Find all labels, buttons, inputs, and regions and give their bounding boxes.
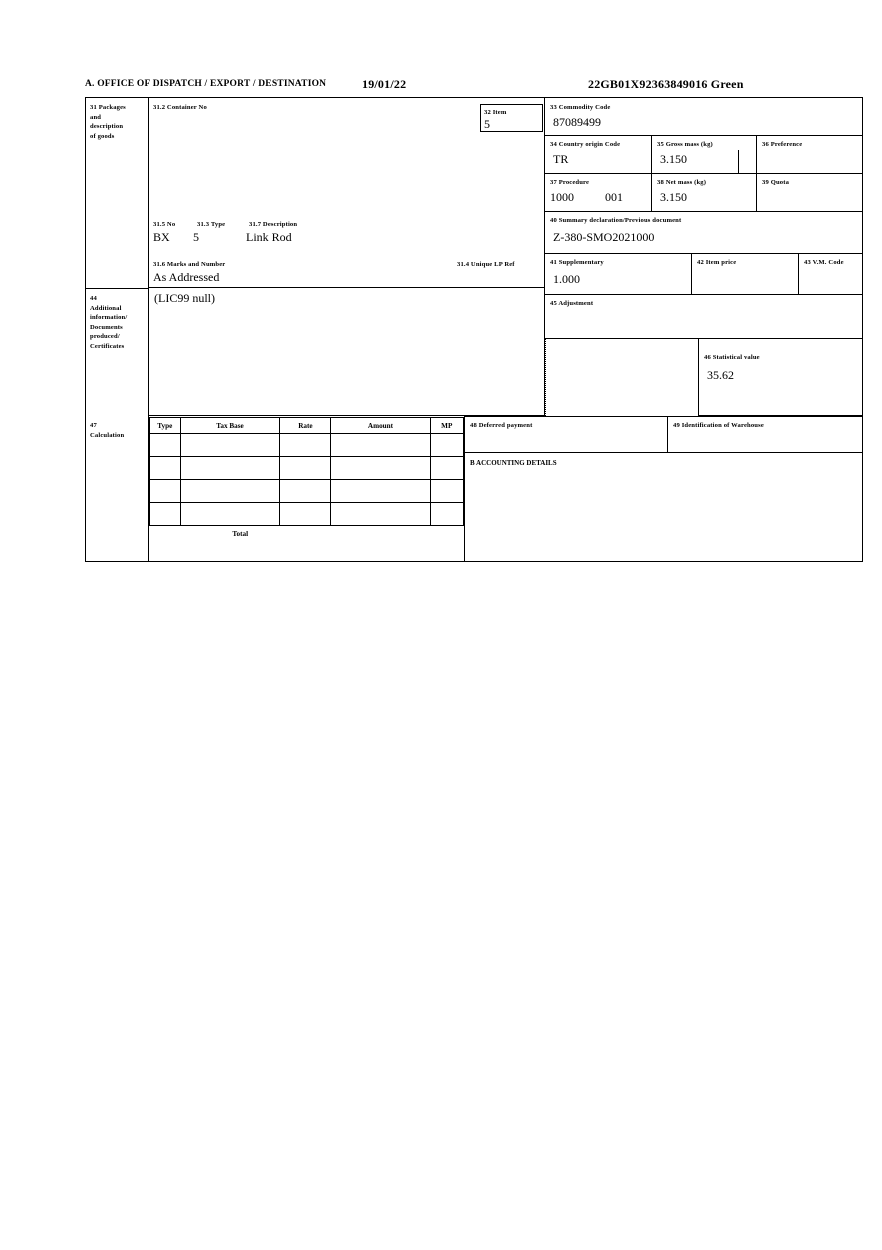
column-header-mp: MP: [430, 418, 463, 434]
column-header-rate: Rate: [280, 418, 331, 434]
box-34-label: 34 Country origin Code: [550, 141, 621, 148]
table-row: [150, 457, 464, 480]
total-value: [331, 526, 464, 543]
box-44-label-line3: information/: [90, 314, 128, 322]
cell-tax-base: [180, 434, 280, 457]
box-44-label-line1: 44: [90, 295, 97, 302]
box-31-4-unique-lp-label: 31.4 Unique LP Ref: [457, 261, 515, 268]
box-b-label: B ACCOUNTING DETAILS: [470, 459, 557, 467]
column-header-amount: Amount: [331, 418, 430, 434]
box-32-item-cell: [480, 104, 543, 132]
document-header: [85, 79, 863, 95]
box-31-3-type-label: 31.3 Type: [197, 221, 226, 228]
box-44-label-cell: [86, 288, 149, 416]
box-31-6-marks-value: As Addressed: [153, 270, 220, 284]
box-37-procedure-cell: [545, 174, 652, 212]
box-31-label-line3: description: [90, 123, 124, 131]
box-47-label-cell: [86, 416, 149, 562]
cell-mp: [430, 480, 463, 503]
cell-tax-base: [180, 480, 280, 503]
header-date: 19/01/22: [362, 77, 407, 91]
box-48-deferred-payment-cell: [464, 416, 668, 453]
box-38-net-mass-cell: [652, 174, 757, 212]
box-34-value: TR: [553, 152, 569, 166]
cell-amount: [331, 434, 430, 457]
cell-mp: [430, 434, 463, 457]
box-32-value: 5: [484, 117, 490, 131]
box-47-label-line1: 47: [90, 422, 97, 429]
table-row: [150, 434, 464, 457]
table-total-row: [150, 526, 464, 543]
box-44-label-line4: Documents: [90, 323, 123, 331]
box-31-label-cell: [86, 98, 149, 288]
cell-tax-base: [180, 503, 280, 526]
box-40-label: 40 Summary declaration/Previous document: [550, 217, 682, 224]
box-a-label: A. OFFICE OF DISPATCH / EXPORT / DESTINATION: [85, 79, 327, 89]
box-46-statistical-value-cell: [698, 339, 862, 416]
box-47-calculation-table: [149, 417, 464, 542]
cell-mp: [430, 503, 463, 526]
box-45-adjustment-cell: [545, 295, 862, 339]
box-39-label: 39 Quota: [762, 179, 790, 186]
cell-tax-base: [180, 457, 280, 480]
box-31-no-value: 5: [193, 230, 199, 244]
box-31-5-no-label: 31.5 No: [153, 221, 176, 228]
box-41-label: 41 Supplementary: [550, 259, 604, 266]
table-header-row: [150, 418, 464, 434]
cell-rate: [280, 503, 331, 526]
box-37-value-2: 001: [605, 190, 623, 204]
cell-rate: [280, 434, 331, 457]
box-36-label: 36 Preference: [762, 141, 803, 148]
column-header-type: Type: [150, 418, 181, 434]
box-41-value: 1.000: [553, 272, 580, 286]
box-33-value: 87089499: [553, 115, 601, 129]
declaration-frame: [85, 97, 863, 562]
table-row: [150, 503, 464, 526]
table-row: [150, 480, 464, 503]
box-36-preference-cell: [757, 136, 862, 174]
box-31-7-description-label: 31.7 Description: [249, 221, 298, 228]
box-31-label-line2: and: [90, 113, 102, 121]
box-42-label: 42 Item price: [697, 259, 737, 266]
box-31-label-line1: 31 Packages: [90, 104, 126, 111]
box-31-description-value: Link Rod: [246, 230, 292, 244]
column-header-tax-base: Tax Base: [180, 418, 280, 434]
box-45-46-dotted-divider: [545, 339, 546, 416]
box-34-origin-cell: [545, 136, 652, 174]
box-31-2-container-label: 31.2 Container No: [153, 104, 207, 111]
box-43-vm-code-cell: [799, 254, 862, 295]
cell-type: [150, 457, 181, 480]
box-46-value: 35.62: [707, 368, 734, 382]
box-32-label: 32 Item: [484, 109, 507, 116]
box-38-label: 38 Net mass (kg): [657, 179, 707, 186]
box-48-label: 48 Deferred payment: [470, 422, 533, 429]
box-41-supplementary-cell: [545, 254, 692, 295]
box-44-label-line2: Additional: [90, 304, 122, 312]
box-31-label-line4: of goods: [90, 132, 115, 140]
box-44-value: (LIC99 null): [154, 291, 215, 305]
cell-rate: [280, 457, 331, 480]
cell-type: [150, 434, 181, 457]
total-label: Total: [150, 526, 331, 543]
box-44-body-cell: [149, 288, 545, 416]
box-44-label-line5: produced/: [90, 333, 120, 341]
box-43-label: 43 V.M. Code: [804, 259, 844, 266]
cell-type: [150, 503, 181, 526]
box-42-item-price-cell: [692, 254, 799, 295]
box-35-value: 3.150: [660, 152, 687, 166]
box-40-previous-doc-cell: [545, 212, 862, 254]
box-45-label: 45 Adjustment: [550, 300, 594, 307]
box-37-label: 37 Procedure: [550, 179, 590, 186]
box-b-accounting-cell: [464, 453, 862, 562]
cell-amount: [331, 503, 430, 526]
box-33-commodity-cell: [545, 98, 862, 136]
header-mrn: 22GB01X92363849016 Green: [588, 77, 744, 91]
box-38-value: 3.150: [660, 190, 687, 204]
box-49-label: 49 Identification of Warehouse: [673, 422, 764, 429]
cell-mp: [430, 457, 463, 480]
box-47-label-line2: Calculation: [90, 431, 125, 439]
box-31-type-value: BX: [153, 230, 170, 244]
cell-amount: [331, 457, 430, 480]
cell-rate: [280, 480, 331, 503]
box-40-value: Z-380-SMO2021000: [553, 230, 655, 244]
cell-type: [150, 480, 181, 503]
box-33-label: 33 Commodity Code: [550, 104, 611, 111]
box-35-divider: [738, 150, 739, 173]
box-31-6-marks-label: 31.6 Marks and Number: [153, 261, 226, 268]
box-46-label: 46 Statistical value: [704, 354, 760, 361]
box-39-quota-cell: [757, 174, 862, 212]
box-37-value-1: 1000: [550, 190, 574, 204]
cell-amount: [331, 480, 430, 503]
box-44-label-line6: Certificates: [90, 342, 125, 350]
box-35-gross-mass-cell: [652, 136, 757, 174]
box-35-label: 35 Gross mass (kg): [657, 141, 713, 148]
box-49-warehouse-cell: [668, 416, 862, 453]
